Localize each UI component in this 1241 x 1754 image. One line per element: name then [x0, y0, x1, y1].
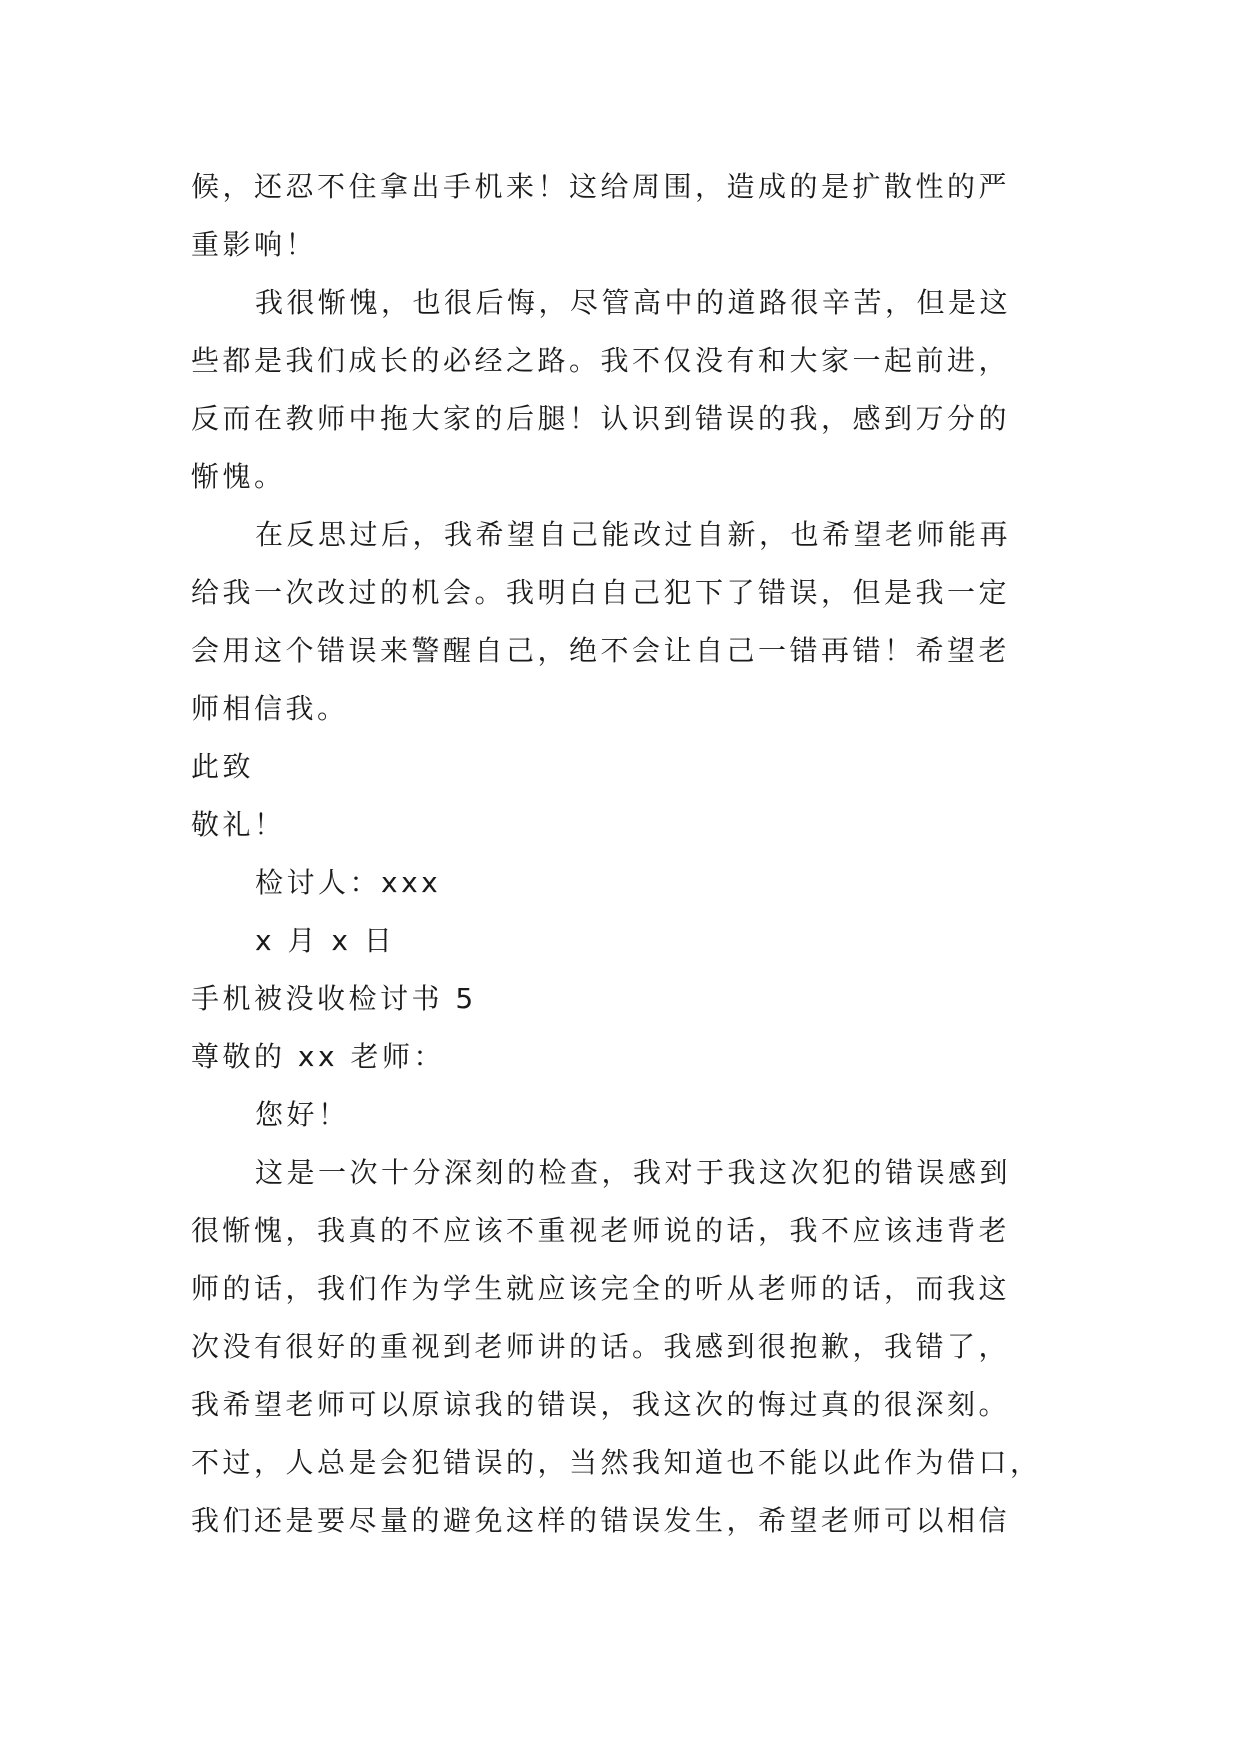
text-line: 会用这个错误来警醒自己，绝不会让自己一错再错！希望老	[191, 634, 1011, 667]
greeting-line: 您好！	[255, 1098, 350, 1131]
text-line: 反而在教师中拖大家的后腿！认识到错误的我，感到万分的	[191, 402, 1011, 435]
text-line: 重影响！	[191, 228, 318, 261]
text-line: 候，还忍不住拿出手机来！这给周围，造成的是扩散性的严	[191, 170, 1011, 203]
paragraph-start-line: 我很惭愧，也很后悔，尽管高中的道路很辛苦，但是这	[255, 286, 1012, 319]
text-line: 次没有很好的重视到老师讲的话。我感到很抱歉，我错了，	[191, 1330, 1011, 1363]
greeting-line: 尊敬的 xx 老师：	[191, 1040, 445, 1073]
text-line: 些都是我们成长的必经之路。我不仅没有和大家一起前进，	[191, 344, 1011, 377]
date-line: x 月 x 日	[255, 924, 396, 957]
paragraph-start-line: 在反思过后，我希望自己能改过自新，也希望老师能再	[255, 518, 1012, 551]
text-line: 惭愧。	[191, 460, 286, 493]
document-body	[191, 158, 1051, 1550]
text-line: 给我一次改过的机会。我明白自己犯下了错误，但是我一定	[191, 576, 1011, 609]
text-line: 我希望老师可以原谅我的错误，我这次的悔过真的很深刻。	[191, 1388, 1011, 1421]
section-title: 手机被没收检讨书 5	[191, 982, 477, 1015]
signer-line: 检讨人：xxx	[255, 866, 442, 899]
salutation-line: 敬礼！	[191, 808, 286, 841]
text-line: 我们还是要尽量的避免这样的错误发生，希望老师可以相信	[191, 1504, 1011, 1537]
closing-line: 此致	[191, 750, 255, 783]
text-line: 师相信我。	[191, 692, 349, 725]
text-line: 很惭愧，我真的不应该不重视老师说的话，我不应该违背老	[191, 1214, 1011, 1247]
text-line: 师的话，我们作为学生就应该完全的听从老师的话，而我这	[191, 1272, 1011, 1305]
paragraph-start-line: 这是一次十分深刻的检查，我对于我这次犯的错误感到	[255, 1156, 1012, 1189]
text-line: 不过，人总是会犯错误的，当然我知道也不能以此作为借口，	[191, 1446, 1042, 1479]
